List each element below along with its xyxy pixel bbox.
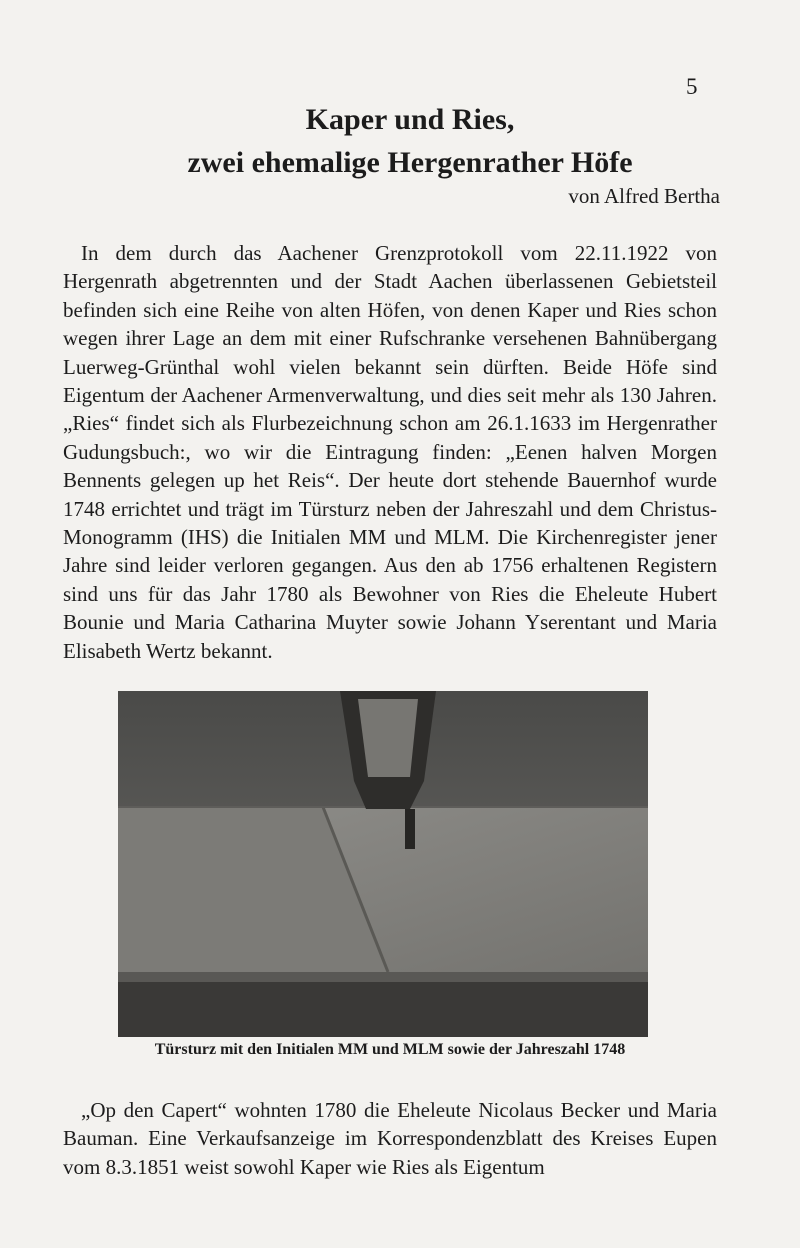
figure-caption: Türsturz mit den Initialen MM und MLM sowie der Jahreszahl 1748 xyxy=(154,1041,626,1058)
page-number: 5 xyxy=(686,74,698,99)
photo-door-frame-edge xyxy=(118,972,648,982)
body-paragraph-1: In dem durch das Aachener Grenzprotokoll vom 22.11.1922 von Hergenrath abgetrennten und der Stadt Aachen überlassenen Gebietsteil befinden sich eine Reihe von alten Höfen, von denen Kaper und Ries schon wegen ihrer Lage an dem mit einer Rufschranke versehenen Bahnübergang Luerweg-Grünthal wohl vielen bekannt sein dürften. Beide Höfe sind Eigentum der Aachener Armenverwaltung, und dies seit mehr als 130 Jahren. „Ries“ findet sich als Flurbezeichnung schon am 26.1.1633 im Hergenrather Gudungsbuch:, wo wir die Eintragung finden: „Eenen halven Morgen Bennents gelegen up het Reis“. Der heute dort stehende Bauernhof wurde 1748 errichtet und trägt im Türsturz neben der Jahreszahl und dem Christus-Monogramm (IHS) die Initialen MM und MLM. Die Kirchenregister jener Jahre sind leider verloren gegangen. Aus den ab 1756 erhaltenen Registern sind uns für das Jahr 1780 als Bewohner von Ries die Eheleute Hubert Bounie und Maria Catharina Muyter sowie Johann Yserentant und Maria Elisabeth Wertz bekannt. xyxy=(63,241,717,663)
lintel-photo xyxy=(118,691,648,1037)
photo-lantern-finial xyxy=(405,809,415,849)
author-byline: von Alfred Bertha xyxy=(568,184,720,208)
photo-lantern-glass xyxy=(358,699,418,777)
article-title-line-1: Kaper und Ries, xyxy=(305,103,515,136)
body-paragraph-2: „Op den Capert“ wohnten 1780 die Eheleute Nicolaus Becker und Maria Bauman. Eine Verkaufsanzeige im Korrespondenzblatt des Kreises Eupen vom 8.3.1851 weist sowohl Kaper wie Ries als Eigentum xyxy=(63,1098,717,1179)
article-title-line-2: zwei ehemalige Hergenrather Höfe xyxy=(187,146,633,179)
